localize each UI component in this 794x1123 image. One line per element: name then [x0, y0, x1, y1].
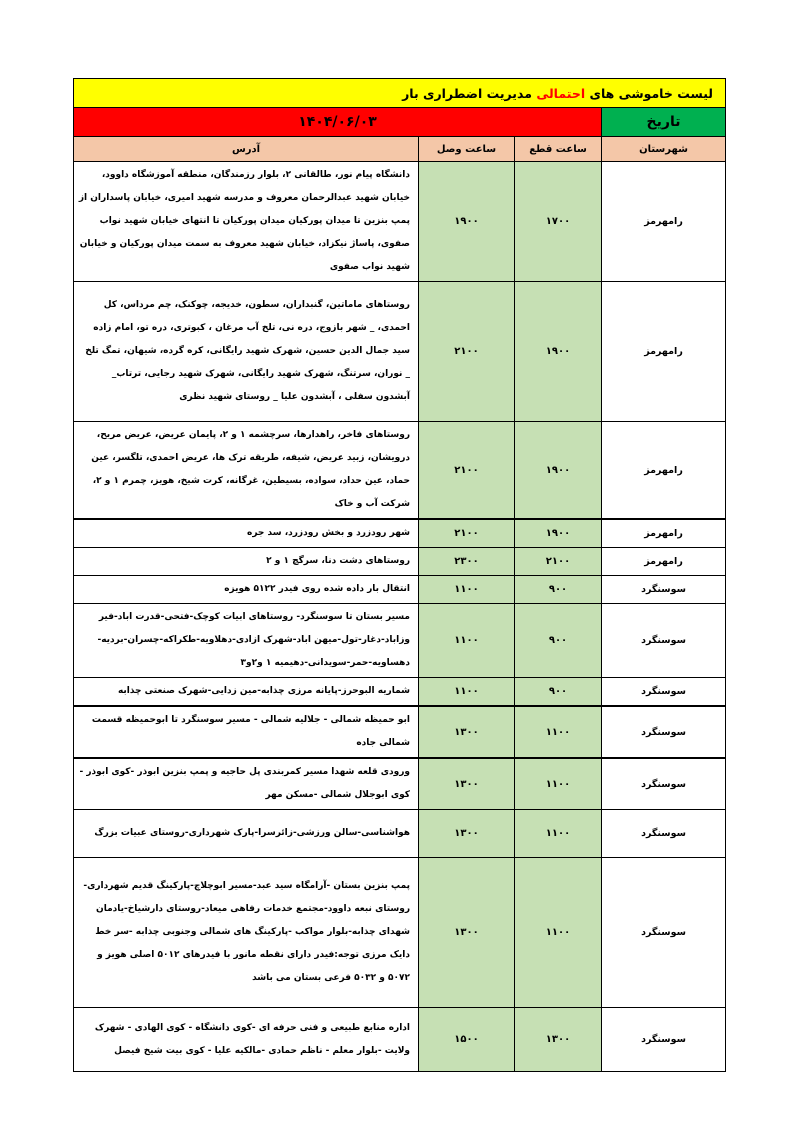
- row-address: روستاهای فاخر، راهدارها، سرچشمه ۱ و ۲، پایمان عریض، عریض مریح، درویشان، زبید عریض، شیفه، طریقه ترک ها، عریض احمدی، تلگسر، عین حماد، عین حداد، سواده، بسیطین، غرگانه، کرت شیخ، هویز، چمرم ۱ و ۲، شرکت آب و خاک: [74, 422, 419, 520]
- row-cut-time: ۱۱۰۰: [515, 706, 602, 758]
- row-city: سوسنگرد: [602, 576, 726, 604]
- table-row: [74, 810, 726, 858]
- table-row: [74, 706, 726, 758]
- table-row: [74, 1008, 726, 1072]
- row-address: شماریه البوحرز-پایانه مرزی چذابه-مین زدایی-شهرک صنعتی چذابه: [74, 678, 419, 707]
- row-cut-time: ۱۱۰۰: [515, 858, 602, 1008]
- row-city: سوسنگرد: [602, 604, 726, 678]
- row-connect-time: ۱۱۰۰: [419, 604, 515, 678]
- row-cut-time: ۱۹۰۰: [515, 282, 602, 422]
- table-row: [74, 519, 726, 548]
- date-row: [74, 108, 726, 137]
- table-row: [74, 678, 726, 707]
- date-label: تاریخ: [602, 108, 726, 137]
- row-address: دانشگاه پیام نور، طالقانی ۲، بلوار رزمندگان، منطقه آموزشگاه داوود، خیابان شهید عبدالرحمان معروف و مدرسه شهید امیری، خیابان پاسداران از پمپ بنزین تا میدان پورکیان میدان پورکیان تا انتهای خیابان شهید نواب صفوی، پاساژ نیکزاد، خیابان شهید معروف به سمت میدان پورکیان و خیابان شهید نواب صفوی: [74, 162, 419, 282]
- row-cut-time: ۹۰۰: [515, 576, 602, 604]
- table-row: [74, 422, 726, 520]
- date-value: ۱۴۰۴/۰۶/۰۳: [74, 108, 602, 137]
- row-address: مسیر بستان تا سوسنگرد- روستاهای ابیات کوچک-فتحی-قدرت اباد-فیر وزاباد-دغار-تول-میهن اباد-شهرک ازادی-دهلاویه-طکراکه-چسران-بردیه-دهساویه-حمر-سویدانی-دهیمیه ۱ و۲و۳: [74, 604, 419, 678]
- table-row: [74, 858, 726, 1008]
- row-cut-time: ۲۱۰۰: [515, 548, 602, 576]
- row-city: سوسنگرد: [602, 706, 726, 758]
- row-connect-time: ۱۱۰۰: [419, 678, 515, 707]
- row-cut-time: ۹۰۰: [515, 604, 602, 678]
- table-row: [74, 548, 726, 576]
- row-address: روستاهای ماماتین، گنبداران، سطون، خدیجه، چوکنک، چم مرداس، کل احمدی، _ شهر بازوج، دره نی، تلخ آب مرغان ، کبوتری، دره تو، امام زاده سید جمال الدین حسین، شهرک شهید رایگانی، کره گرده، شیهان، تمگ تلخ _ نوران، سرتنگ، شهرک شهید رایگانی، شهرک شهید رجایی، ترتاب_ آبشدون سفلی ، آبشدون علیا _ روستای شهید نظری: [74, 282, 419, 422]
- header-address: آدرس: [74, 137, 419, 162]
- row-address: روستاهای دشت دنا، سرگچ ۱ و ۲: [74, 548, 419, 576]
- row-connect-time: ۱۳۰۰: [419, 706, 515, 758]
- row-connect-time: ۱۱۰۰: [419, 576, 515, 604]
- row-address: پمپ بنزین بستان -آرامگاه سید عبد-مسیر ابوچلاچ-پارکینگ قدیم شهرداری-روستای نبعه داوود-مجتمع خدمات رفاهی میعاد-روستای دارشیاخ-یادمان شهدای چذابه-بلوار مواکب -پارکینگ های شمالی وجنوبی چذابه -سر خط دایک مرزی توجه:فیدر دارای نقطه مانور با فیدرهای ۵۰۱۲ اصلی هویز و ۵۰۷۲ و ۵۰۳۲ فرعی بستان می باشد: [74, 858, 419, 1008]
- title-row: [74, 79, 726, 108]
- row-city: رامهرمز: [602, 422, 726, 520]
- outage-table: [73, 78, 726, 1072]
- row-city: سوسنگرد: [602, 858, 726, 1008]
- row-city: رامهرمز: [602, 548, 726, 576]
- row-cut-time: ۱۳۰۰: [515, 1008, 602, 1072]
- row-connect-time: ۱۳۰۰: [419, 810, 515, 858]
- row-cut-time: ۹۰۰: [515, 678, 602, 707]
- row-connect-time: ۱۳۰۰: [419, 858, 515, 1008]
- row-cut-time: ۱۱۰۰: [515, 758, 602, 810]
- row-address: ابو حمیظه شمالی - جلالیه شمالی - مسیر سوسنگرد تا ابوحمیظه قسمت شمالی جاده: [74, 706, 419, 758]
- title-accent: احتمالی: [536, 85, 586, 101]
- row-connect-time: ۲۱۰۰: [419, 422, 515, 520]
- header-row: [74, 137, 726, 162]
- row-cut-time: ۱۷۰۰: [515, 162, 602, 282]
- outage-sheet: [73, 78, 725, 1072]
- row-city: سوسنگرد: [602, 758, 726, 810]
- table-row: [74, 576, 726, 604]
- row-city: سوسنگرد: [602, 1008, 726, 1072]
- row-connect-time: ۲۱۰۰: [419, 282, 515, 422]
- table-row: [74, 604, 726, 678]
- table-body: [74, 162, 726, 1072]
- row-address: ورودی قلعه شهدا مسیر کمربندی پل حاجیه و پمپ بنزین ابوذر -کوی ابوذر - کوی ابوجلال شمالی -مسکن مهر: [74, 758, 419, 810]
- header-connect: ساعت وصل: [419, 137, 515, 162]
- row-city: رامهرمز: [602, 282, 726, 422]
- row-address: اداره منابع طبیعی و فنی حرفه ای -کوی دانشگاه - کوی الهادی - شهرک ولایت -بلوار معلم - ناظم حمادی -مالکیه علیا - کوی بیت شیخ فیصل: [74, 1008, 419, 1072]
- title-suffix: مدیریت اضطراری بار: [402, 85, 532, 101]
- row-address: انتقال بار داده شده روی فیدر ۵۱۲۲ هویزه: [74, 576, 419, 604]
- row-address: هواشناسی-سالن ورزشی-زائرسرا-پارک شهرداری-روستای عبیات بزرگ: [74, 810, 419, 858]
- header-city: شهرستان: [602, 137, 726, 162]
- row-address: شهر رودزرد و بخش رودزرد، سد جره: [74, 519, 419, 548]
- row-city: رامهرمز: [602, 162, 726, 282]
- row-connect-time: ۱۳۰۰: [419, 758, 515, 810]
- row-city: رامهرمز: [602, 519, 726, 548]
- row-connect-time: ۲۱۰۰: [419, 519, 515, 548]
- row-cut-time: ۱۱۰۰: [515, 810, 602, 858]
- row-city: سوسنگرد: [602, 810, 726, 858]
- row-city: سوسنگرد: [602, 678, 726, 707]
- sheet-title: [74, 79, 726, 108]
- table-row: [74, 758, 726, 810]
- title-prefix: لیست خاموشی های: [589, 85, 713, 101]
- header-cut: ساعت قطع: [515, 137, 602, 162]
- row-cut-time: ۱۹۰۰: [515, 422, 602, 520]
- row-cut-time: ۱۹۰۰: [515, 519, 602, 548]
- table-row: [74, 162, 726, 282]
- row-connect-time: ۱۵۰۰: [419, 1008, 515, 1072]
- table-row: [74, 282, 726, 422]
- row-connect-time: ۱۹۰۰: [419, 162, 515, 282]
- row-connect-time: ۲۳۰۰: [419, 548, 515, 576]
